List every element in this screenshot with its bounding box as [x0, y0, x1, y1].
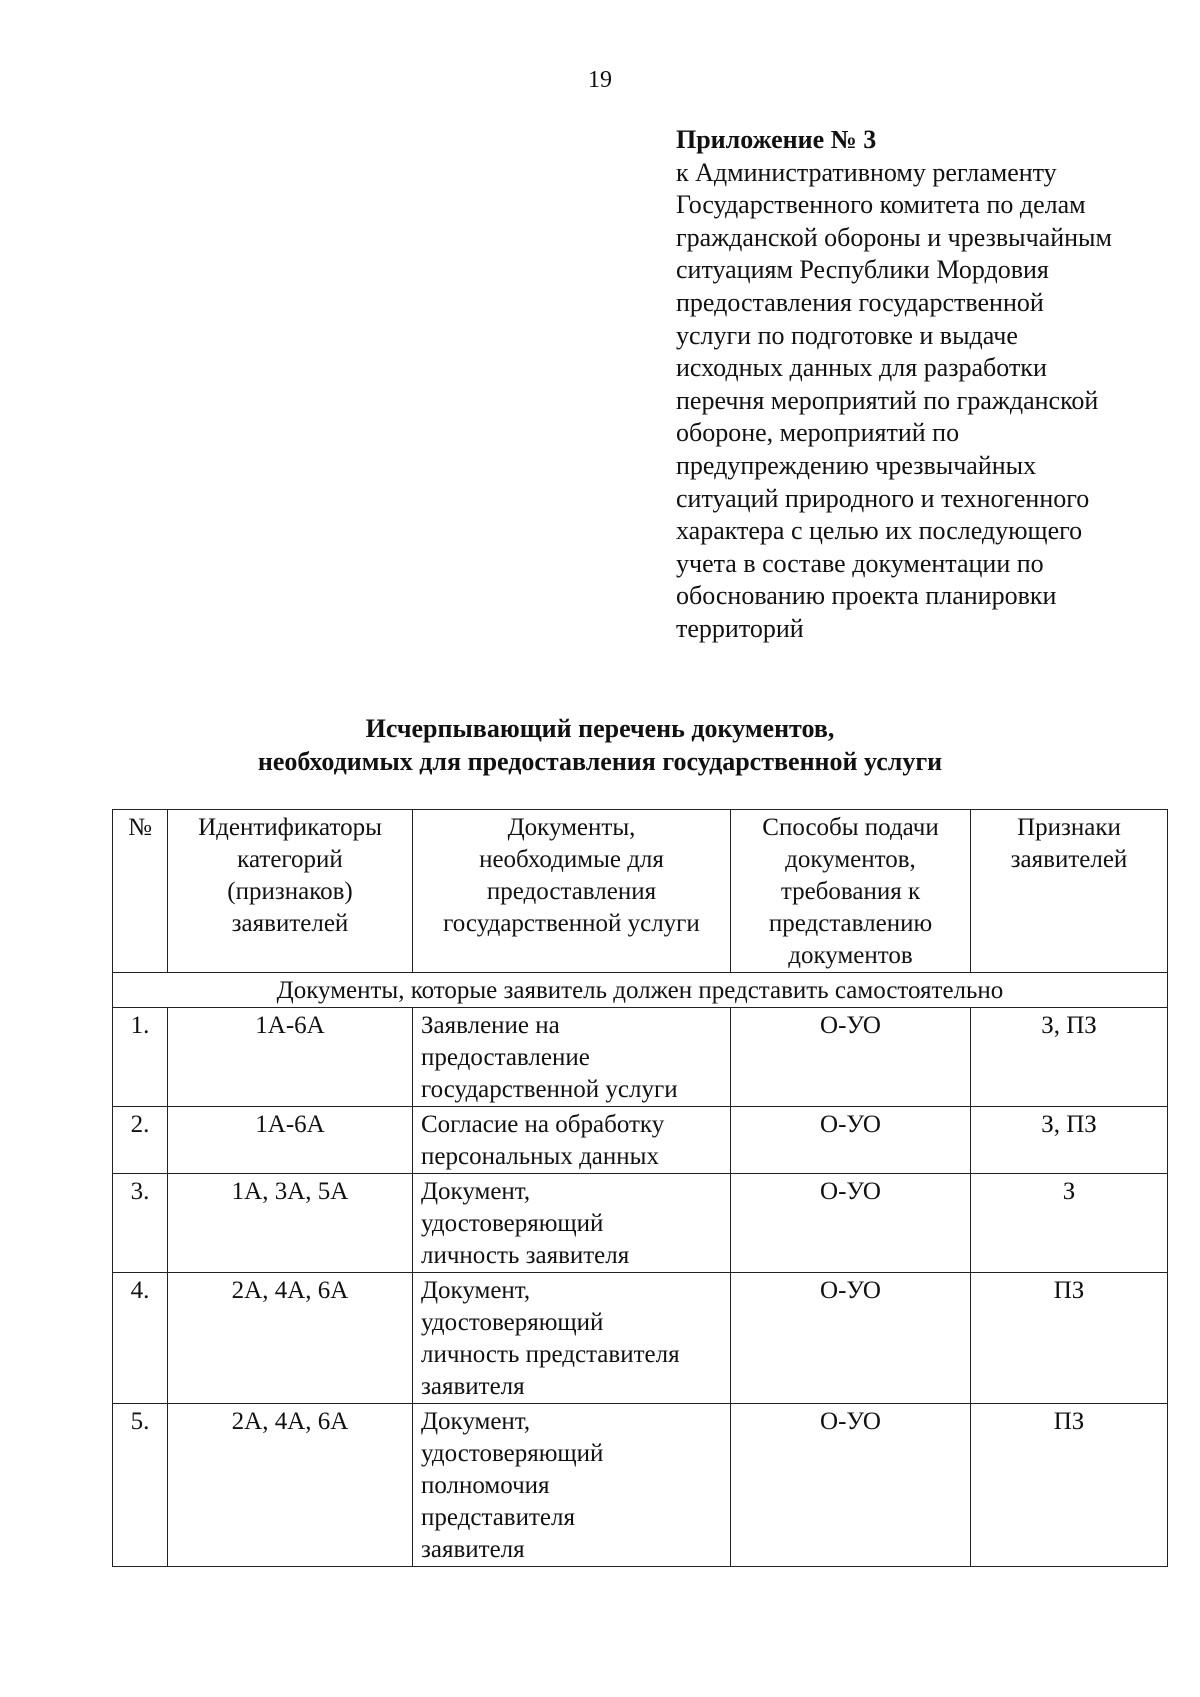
appendix-line: обороне, мероприятий по — [676, 418, 960, 448]
appendix-line: обоснованию проекта планировки — [676, 581, 1057, 611]
header-documents: Документы, необходимые для предоставления государственной услуги — [413, 810, 731, 973]
appendix-block — [676, 124, 1176, 646]
row-number: 1. — [113, 1008, 168, 1107]
table-section-row — [113, 973, 1168, 1008]
row-document: Заявление на предоставление государственной услуги — [413, 1008, 731, 1107]
table-row — [113, 1273, 1168, 1404]
appendix-line: учета в составе документации по — [676, 548, 1044, 578]
appendix-line: ситуациям Республики Мордовия — [676, 255, 1049, 285]
table-row — [113, 1107, 1168, 1174]
row-category-ids: 1А-6А — [168, 1008, 413, 1107]
table-header-row — [113, 810, 1168, 973]
appendix-line: услуги по подготовке и выдаче — [676, 320, 1018, 350]
appendix-line: территорий — [676, 613, 804, 643]
header-applicant-signs: Признаки заявителей — [971, 810, 1168, 973]
row-document: Документ, удостоверяющий полномочия представителя заявителя — [413, 1404, 731, 1567]
row-category-ids: 2А, 4А, 6А — [168, 1404, 413, 1567]
section-title: Документы, которые заявитель должен представить самостоятельно — [113, 973, 1168, 1008]
row-number: 2. — [113, 1107, 168, 1174]
appendix-line: перечня мероприятий по гражданской — [676, 385, 1099, 415]
appendix-line: ситуаций природного и техногенного — [676, 483, 1090, 513]
table-row — [113, 1174, 1168, 1273]
row-applicant-sign: ПЗ — [971, 1404, 1168, 1567]
table-row — [113, 1008, 1168, 1107]
row-submission-method: О-УО — [731, 1404, 971, 1567]
appendix-line: исходных данных для разработки — [676, 353, 1047, 383]
row-document: Согласие на обработку персональных данных — [413, 1107, 731, 1174]
document-title-line-1: Исчерпывающий перечень документов, — [365, 714, 835, 743]
header-number: № — [113, 810, 168, 973]
row-submission-method: О-УО — [731, 1174, 971, 1273]
appendix-line: Государственного комитета по делам — [676, 190, 1086, 220]
row-submission-method: О-УО — [731, 1107, 971, 1174]
row-number: 5. — [113, 1404, 168, 1567]
row-applicant-sign: ПЗ — [971, 1273, 1168, 1404]
row-category-ids: 1А-6А — [168, 1107, 413, 1174]
header-submission-methods: Способы подачи документов, требования к представлению документов — [731, 810, 971, 973]
appendix-line: гражданской обороны и чрезвычайным — [676, 222, 1112, 252]
row-document: Документ, удостоверяющий личность представителя заявителя — [413, 1273, 731, 1404]
appendix-line: предоставления государственной — [676, 287, 1044, 317]
appendix-line: к Административному регламенту — [676, 157, 1057, 187]
row-number: 3. — [113, 1174, 168, 1273]
documents-table — [112, 809, 1168, 1567]
row-document: Документ, удостоверяющий личность заявителя — [413, 1174, 731, 1273]
row-submission-method: О-УО — [731, 1008, 971, 1107]
row-category-ids: 2А, 4А, 6А — [168, 1273, 413, 1404]
appendix-line: предупреждению чрезвычайных — [676, 450, 1037, 480]
appendix-title: Приложение № 3 — [676, 125, 877, 154]
header-category-ids: Идентификаторы категорий (признаков) заявителей — [168, 810, 413, 973]
document-title — [0, 712, 1200, 778]
row-submission-method: О-УО — [731, 1273, 971, 1404]
document-title-line-2: необходимых для предоставления государственной услуги — [257, 747, 943, 776]
appendix-line: характера с целью их последующего — [676, 516, 1083, 546]
row-applicant-sign: З, ПЗ — [971, 1008, 1168, 1107]
row-category-ids: 1А, 3А, 5А — [168, 1174, 413, 1273]
row-number: 4. — [113, 1273, 168, 1404]
page-number: 19 — [588, 67, 612, 93]
row-applicant-sign: З — [971, 1174, 1168, 1273]
table-row — [113, 1404, 1168, 1567]
row-applicant-sign: З, ПЗ — [971, 1107, 1168, 1174]
